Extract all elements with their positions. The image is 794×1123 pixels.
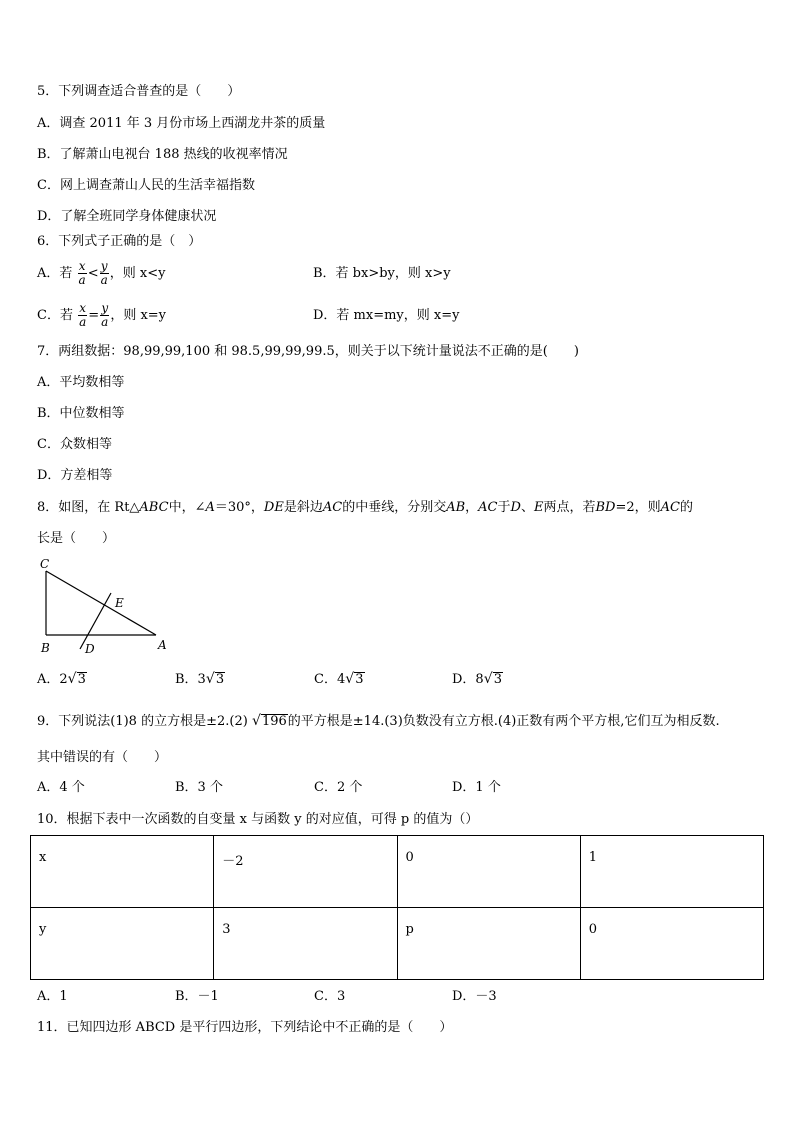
q5-option-a: A．调查 2011 年 3 月份市场上西湖龙井茶的质量	[37, 116, 326, 131]
q9-option-c: C．2 个	[314, 780, 363, 795]
q10-stem: 10．根据下表中一次函数的自变量 x 与函数 y 的对应值，可得 p 的值为（）	[37, 812, 479, 827]
table-cell: 0	[397, 836, 580, 908]
q10-option-d: D．－3	[452, 989, 497, 1004]
q10-option-c: C．3	[314, 989, 346, 1004]
q8-triangle-figure	[36, 555, 176, 655]
label-e: E	[115, 596, 124, 610]
q5-stem: 5．下列调查适合普查的是（ ）	[37, 84, 241, 99]
q5-option-d: D．了解全班同学身体健康状况	[37, 209, 217, 224]
q10-option-a: A．1	[37, 989, 68, 1004]
q8-option-d: D．8√ 3	[452, 672, 503, 688]
label-d: D	[85, 642, 95, 655]
q9-option-a: A．4 个	[37, 780, 85, 795]
label-c: C	[40, 557, 50, 571]
q9-stem-line2: 其中错误的有（ ）	[37, 750, 168, 765]
label-a: A	[158, 638, 167, 652]
q6-option-d: D．若 mx=my，则 x=y	[313, 308, 460, 323]
table-row	[31, 836, 764, 908]
q11-stem: 11．已知四边形 ABCD 是平行四边形，下列结论中不正确的是（ ）	[37, 1020, 453, 1035]
q10-option-b: B．－1	[175, 989, 219, 1004]
q6-option-b: B．若 bx>by，则 x>y	[313, 266, 451, 281]
q8-option-b: B．3√ 3	[175, 672, 225, 688]
q6-stem: 6．下列式子正确的是（ ）	[37, 234, 202, 249]
label-b: B	[41, 641, 50, 655]
q9-option-b: B．3 个	[175, 780, 223, 795]
q7-stem: 7．两组数据：98,99,99,100 和 98.5,99,99,99.5，则关于以下统计量说法不正确的是( )	[37, 344, 579, 359]
table-cell: 0	[580, 908, 763, 980]
q6-option-c: C．若 $\frac{x}{a}$ = $\frac{y}{a}$ ，则 x=y	[37, 301, 167, 329]
table-cell: 1	[580, 836, 763, 908]
q7-option-c: C．众数相等	[37, 437, 112, 452]
table-cell: p	[397, 908, 580, 980]
q7-option-a: A．平均数相等	[37, 375, 125, 390]
q8-option-a: A．2√ 3	[37, 672, 87, 688]
table-row	[31, 908, 764, 980]
table-cell: －2	[214, 836, 397, 908]
q9-stem: 9．下列说法(1)8 的立方根是±2.(2) √ 196的平方根是±14.(3)负数没有立方根.(4)正数有两个平方根,它们互为相反数.	[37, 714, 720, 730]
segment-de	[80, 593, 111, 649]
q8-stem: 8．如图，在 Rt△ABC中，∠A＝30°，DE是斜边AC的中垂线，分别交AB，AC于D、E两点，若BD=2，则AC的	[37, 500, 694, 515]
q10-value-table	[30, 835, 764, 980]
table-cell: y	[31, 908, 214, 980]
q5-option-b: B．了解萧山电视台 188 热线的收视率情况	[37, 147, 288, 162]
q9-option-d: D．1 个	[452, 780, 501, 795]
q6-option-a: A．若 $\frac{x}{a}$ < $\frac{y}{a}$ ，则 x<y	[37, 259, 166, 287]
q7-option-d: D．方差相等	[37, 468, 113, 483]
table-cell: x	[31, 836, 214, 908]
q8-option-c: C．4√ 3	[314, 672, 365, 688]
q7-option-b: B．中位数相等	[37, 406, 125, 421]
side-ca	[46, 571, 156, 635]
q8-stem-line2: 长是（ ）	[37, 531, 116, 546]
table-cell: 3	[214, 908, 397, 980]
q5-option-c: C．网上调查萧山人民的生活幸福指数	[37, 178, 255, 193]
